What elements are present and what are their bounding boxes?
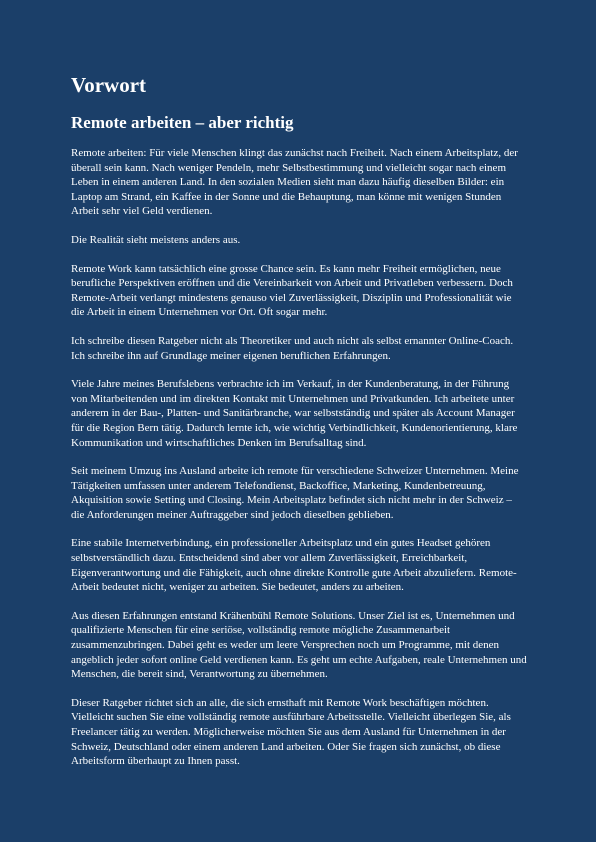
paragraph-author-intent: Ich schreibe diesen Ratgeber nicht als Theoretiker und auch nicht als selbst ernannter Online-Coach. Ich schreibe ihn auf Grundlage meiner eigenen beruflichen Erfahrungen. xyxy=(71,334,514,362)
section-subtitle: Remote arbeiten – aber richtig xyxy=(71,113,294,132)
paragraph-requirements: Eine stabile Internetverbindung, ein professioneller Arbeitsplatz und ein gutes Headset gehören selbstverständlich dazu. Entscheidend sind aber vor allem Zuverlässigkeit, Erreichbarkeit, Eigenverantwortung und die Fähigkeit, auch ohne direkte Kontrolle gute Arbeit abzuliefern. Remote-Arbeit bedeutet nicht, weniger zu arbeiten. Sie bedeutet, anders zu arbeiten. xyxy=(71,537,517,594)
paragraph-intro: Remote arbeiten: Für viele Menschen klingt das zunächst nach Freiheit. Nach einem Arbeitsplatz, der überall sein kann. Nach weniger Pendeln, mehr Selbstbestimmung und vielleicht sogar nach einem Leben in einem anderen Land. In den sozialen Medien sieht man dazu häufig dieselben Bilder: ein Laptop am Strand, ein Kaffee in der Sonne und die Behauptung, man könne mit wenigen Stunden Arbeit sehr viel Geld verdienen. xyxy=(71,147,518,218)
document-page xyxy=(71,72,527,783)
paragraph-company: Aus diesen Erfahrungen entstand Krähenbühl Remote Solutions. Unser Ziel ist es, Unternehmen und qualifizierte Menschen für eine seriöse, vollständig remote mögliche Zusammenarbeit zusammenzubringen. Dabei geht es weder um leere Versprechen noch um Programme, mit denen angeblich jeder sofort online Geld verdienen kann. Es geht um echte Aufgaben, reale Unternehmen und Menschen, die bereit sind, Verantwortung zu übernehmen. xyxy=(71,609,527,681)
paragraph-audience: Dieser Ratgeber richtet sich an alle, die sich ernsthaft mit Remote Work beschäftigen möchten. Vielleicht suchen Sie eine vollständig remote ausführbare Arbeitsstelle. Vielleicht überlegen Sie, als Freelancer tätig zu werden. Möglicherweise möchten Sie aus dem Ausland für Unternehmen in der Schweiz, Deutschland oder einem anderen Land arbeiten. Oder Sie fragen sich zunächst, ob diese Arbeitsform überhaupt zu Ihnen passt. xyxy=(71,696,511,768)
paragraph-chance: Remote Work kann tatsächlich eine grosse Chance sein. Es kann mehr Freiheit ermöglichen, neue berufliche Perspektiven eröffnen und die Vereinbarkeit von Arbeit und Privatleben verbessern. Doch Remote-Arbeit verlangt mindestens genauso viel Zuverlässigkeit, Disziplin und Professionalität wie die Arbeit in einem Unternehmen vor Ort. Oft sogar mehr. xyxy=(71,262,513,319)
paragraph-reality: Die Realität sieht meistens anders aus. xyxy=(71,233,241,246)
paragraph-career: Viele Jahre meines Berufslebens verbrachte ich im Verkauf, in der Kundenberatung, in der Führung von Mitarbeitenden und im direkten Kontakt mit Unternehmen und Privatkunden. Ich arbeitete unter anderem in der Bau-, Platten- und Sanitärbranche, war selbstständig und später als Account Manager für die Region Bern tätig. Dadurch lernte ich, wie wichtig Verbindlichkeit, Kundenorientierung, klare Kommunikation und wirtschaftliches Denken im Berufsalltag sind. xyxy=(71,378,518,449)
paragraph-abroad: Seit meinem Umzug ins Ausland arbeite ich remote für verschiedene Schweizer Unternehmen. Meine Tätigkeiten umfassen unter anderem Telefondienst, Backoffice, Marketing, Kundenbetreuung, Akquisition sowie Setting und Closing. Mein Arbeitsplatz befindet sich nicht mehr in der Schweiz – die Anforderungen meiner Auftraggeber sind jedoch dieselben geblieben. xyxy=(71,465,519,521)
page-title: Vorwort xyxy=(71,73,147,97)
